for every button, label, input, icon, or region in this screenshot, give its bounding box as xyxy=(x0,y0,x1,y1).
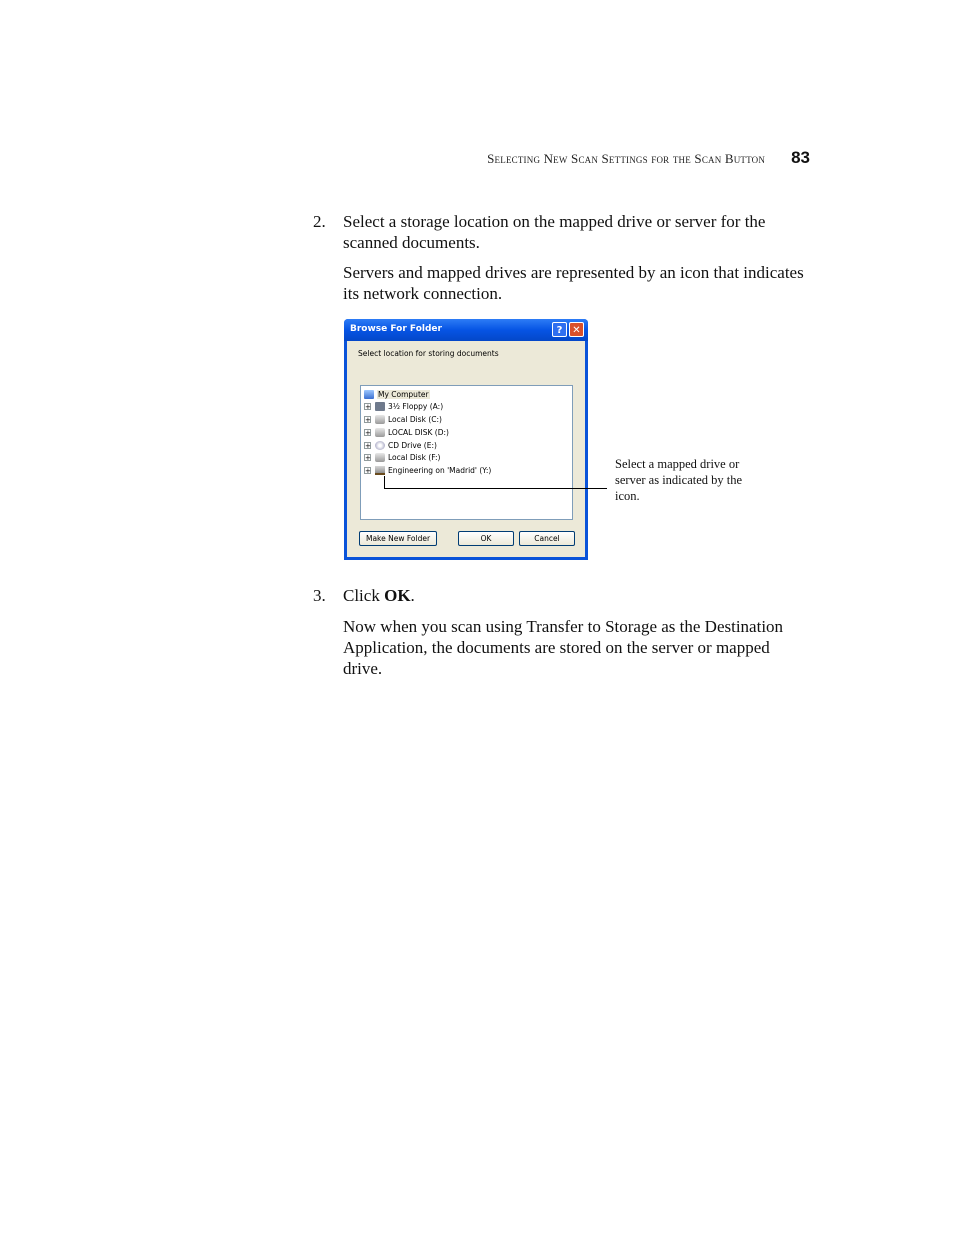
step-paragraph: Select a storage location on the mapped drive or server for the scanned documents. xyxy=(343,212,766,252)
step-number: 3. xyxy=(313,586,326,605)
tree-item-local-disk-c[interactable] xyxy=(364,413,442,425)
header-title: Selecting New Scan Settings for the Scan Button xyxy=(487,151,766,166)
floppy-icon xyxy=(375,402,385,411)
step-paragraph: Now when you scan using Transfer to Storage as the Destination Application, the documents are stored on the server or mapped drive. xyxy=(343,617,784,678)
click-suffix: . xyxy=(410,586,415,605)
expand-icon[interactable]: + xyxy=(365,415,371,424)
step-number: 2. xyxy=(313,212,326,231)
tree-item-floppy[interactable] xyxy=(364,400,443,412)
make-new-folder-button[interactable]: Make New Folder xyxy=(359,531,437,546)
tree-item-local-disk-d[interactable] xyxy=(364,426,449,438)
click-prefix: Click xyxy=(343,586,385,605)
expand-icon[interactable]: + xyxy=(365,441,371,450)
tree-item-label: Local Disk (F:) xyxy=(388,452,441,462)
tree-item-label: Local Disk (C:) xyxy=(388,414,442,424)
tree-item-cd-drive[interactable] xyxy=(364,439,437,451)
callout-leader xyxy=(384,488,607,489)
expand-icon[interactable]: + xyxy=(365,428,371,437)
step-paragraph: Servers and mapped drives are represented by an icon that indicates its network connection. xyxy=(343,263,804,303)
tree-item-label: My Computer xyxy=(378,389,429,399)
tree-item-label: Engineering on 'Madrid' (Y:) xyxy=(388,465,492,475)
dialog-title: Browse For Folder xyxy=(350,324,442,334)
dialog-titlebar xyxy=(344,319,588,341)
tree-item-label: LOCAL DISK (D:) xyxy=(388,427,449,437)
help-button[interactable]: ? xyxy=(552,322,567,337)
dialog-instruction: Select location for storing documents xyxy=(358,349,499,358)
browse-for-folder-dialog xyxy=(344,319,588,560)
expand-icon[interactable]: + xyxy=(365,466,371,475)
page-number: 83 xyxy=(791,148,810,167)
drive-icon xyxy=(375,428,385,437)
step-instruction xyxy=(343,585,813,606)
cancel-button[interactable]: Cancel xyxy=(519,531,575,546)
drive-icon xyxy=(375,415,385,424)
expand-icon[interactable]: + xyxy=(365,453,371,462)
callout-text: Select a mapped drive or server as indicated by the icon. xyxy=(615,457,743,503)
network-drive-icon xyxy=(375,466,385,475)
running-header xyxy=(300,148,810,168)
ok-button[interactable]: OK xyxy=(458,531,514,546)
dialog-body xyxy=(347,341,585,557)
expand-icon[interactable]: + xyxy=(365,402,371,411)
tree-item-label: CD Drive (E:) xyxy=(388,440,437,450)
cd-icon xyxy=(375,441,385,450)
close-button[interactable]: ✕ xyxy=(569,322,584,337)
computer-icon xyxy=(364,390,374,399)
ok-reference: OK xyxy=(384,586,411,605)
tree-item-my-computer[interactable] xyxy=(364,388,430,400)
tree-item-network-drive[interactable] xyxy=(364,464,491,476)
tree-item-label: 3½ Floppy (A:) xyxy=(388,401,444,411)
folder-tree[interactable] xyxy=(360,385,573,520)
tree-item-local-disk-f[interactable] xyxy=(364,451,440,463)
drive-icon xyxy=(375,453,385,462)
